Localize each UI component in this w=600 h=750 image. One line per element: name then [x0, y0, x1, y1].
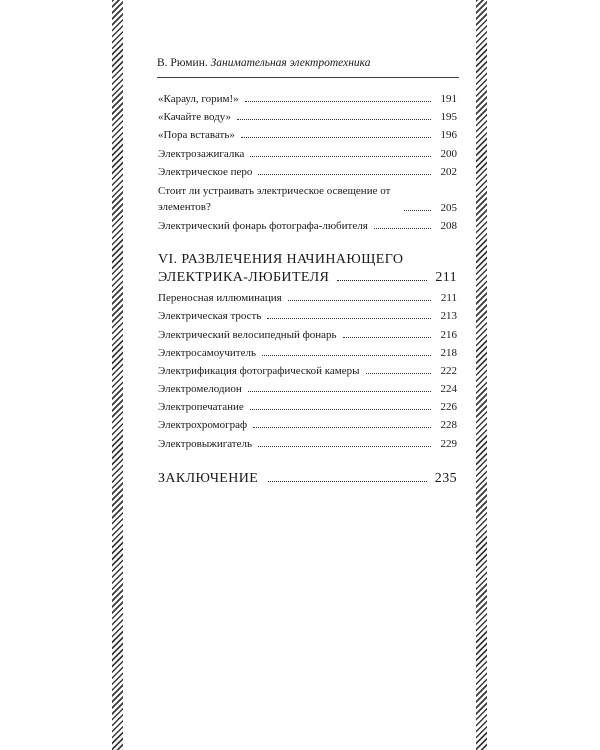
dot-leader [404, 209, 431, 211]
section-title-line2: ЭЛЕКТРИКА-ЛЮБИТЕЛЯ [158, 270, 330, 286]
section-page: 211 [435, 270, 457, 286]
toc-entry-label: Электровыжигатель [158, 437, 253, 450]
dot-leader [253, 426, 431, 428]
toc-entry-page: 226 [440, 401, 457, 414]
toc-entry [158, 309, 457, 327]
toc-entry [158, 183, 457, 215]
toc-entry-label: Электрическое перо [158, 165, 253, 178]
toc-entry-label: Электрификация фотографической камеры [158, 364, 360, 377]
toc-entry-label: Электрическая трость [158, 310, 262, 323]
header-author: В. Рюмин. [157, 57, 208, 69]
dot-leader [262, 354, 431, 356]
page-edge-right [476, 0, 487, 750]
toc-entry [158, 418, 457, 436]
table-of-contents [158, 92, 457, 487]
dot-leader [343, 336, 431, 338]
toc-entry-label: Переносная иллюминация [158, 292, 282, 305]
toc-entry-label: Стоит ли устраивать электрическое освещение от элементов? [158, 184, 391, 213]
toc-entry [158, 128, 457, 146]
toc-entry-page: 208 [440, 219, 457, 232]
toc-entry [158, 291, 457, 309]
header-book-title: Занимательная электротехника [210, 57, 371, 69]
section-heading [158, 251, 457, 287]
conclusion-entry [158, 471, 457, 487]
dot-leader [366, 372, 431, 374]
toc-entry-page: 213 [440, 310, 457, 323]
dot-leader [267, 317, 431, 319]
toc-entry-label: Электросамоучитель [158, 346, 256, 359]
toc-entry-label: Электрохромограф [158, 419, 248, 432]
toc-entry-page: 205 [440, 201, 457, 214]
conclusion-label: ЗАКЛЮЧЕНИЕ [158, 470, 259, 486]
dot-leader [374, 227, 431, 229]
toc-entry [158, 165, 457, 183]
dot-leader [250, 155, 431, 157]
dot-leader [288, 299, 431, 301]
toc-entry-page: 196 [440, 129, 457, 142]
toc-entry-page: 200 [440, 147, 457, 160]
dot-leader [241, 136, 431, 138]
toc-entry-page: 191 [440, 93, 457, 105]
toc-entry-label: «Пора вставать» [158, 129, 235, 142]
toc-entry [158, 400, 457, 418]
conclusion-page: 235 [434, 470, 457, 486]
toc-entry-label: «Качайте воду» [158, 111, 232, 124]
page-edge-left [112, 0, 123, 750]
toc-entry [158, 364, 457, 382]
header-rule [157, 77, 459, 78]
toc-entry-label: Электрический фонарь фотографа-любителя [158, 219, 368, 232]
dot-leader [250, 408, 431, 410]
toc-entry-page: 229 [440, 437, 457, 450]
toc-entry-label: Электрозажигалка [158, 147, 245, 160]
toc-entry [158, 92, 457, 110]
dot-leader [337, 280, 427, 281]
toc-entry-page: 216 [440, 328, 457, 341]
toc-entry-page: 224 [440, 383, 457, 396]
dot-leader [248, 390, 431, 392]
toc-entry [158, 147, 457, 165]
dot-leader [237, 118, 431, 120]
section-title-line1: VI. РАЗВЛЕЧЕНИЯ НАЧИНАЮЩЕГО [158, 252, 404, 268]
toc-entry-page: 222 [440, 364, 457, 377]
toc-entry-label: Электропечатание [158, 401, 244, 414]
toc-entry [158, 346, 457, 364]
toc-entry [158, 437, 457, 455]
toc-entry-page: 211 [440, 292, 457, 305]
toc-entry-page: 202 [440, 165, 457, 178]
dot-leader [258, 445, 431, 447]
toc-entry [158, 328, 457, 346]
dot-leader [245, 100, 431, 102]
toc-entry [158, 110, 457, 128]
toc-entry [158, 382, 457, 400]
dot-leader [258, 173, 431, 175]
toc-entry-label: Электрический велосипедный фонарь [158, 328, 337, 341]
dot-leader [268, 481, 427, 482]
toc-entry [158, 219, 457, 237]
toc-entry-page: 218 [440, 346, 457, 359]
toc-entry-label: «Караул, горим!» [158, 93, 239, 105]
running-header [157, 57, 459, 69]
toc-entry-label: Электромелодион [158, 383, 242, 396]
toc-entry-page: 228 [440, 419, 457, 432]
toc-entry-page: 195 [440, 111, 457, 124]
